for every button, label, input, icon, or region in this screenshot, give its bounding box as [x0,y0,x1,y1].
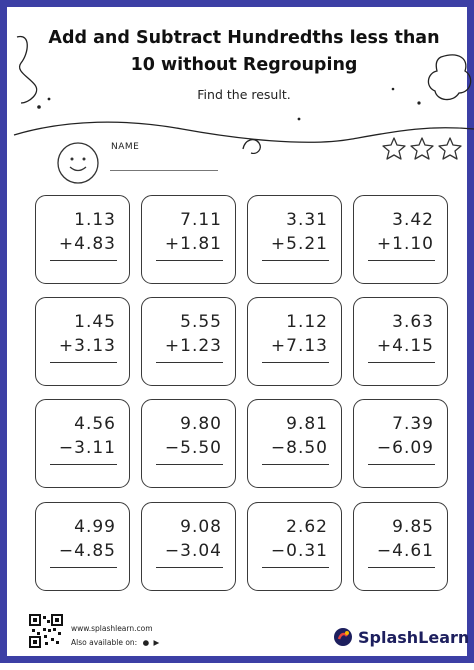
problem-top-number: 3.31 [286,210,328,230]
answer-line[interactable] [368,362,435,363]
problem-top-number: 9.80 [180,414,222,434]
problem-card [141,399,236,488]
problem-top-number: 4.99 [74,517,116,537]
problem-top-number: 9.85 [392,517,434,537]
answer-line[interactable] [50,567,117,568]
problem-card [35,195,130,284]
star-icon [383,138,461,159]
problem-top-number: 7.39 [392,414,434,434]
smiley-face-icon [55,140,101,186]
splashlearn-logo-icon [333,627,353,647]
problem-bottom-number: +5.21 [270,234,328,254]
problem-top-number: 9.81 [286,414,328,434]
problem-top-number: 9.08 [180,517,222,537]
answer-line[interactable] [262,260,329,261]
answer-line[interactable] [156,464,223,465]
problem-top-number: 1.12 [286,312,328,332]
problem-bottom-number: +3.13 [58,336,116,356]
problem-bottom-number: +7.13 [270,336,328,356]
problem-top-number: 1.13 [74,210,116,230]
play-store-icon: ▶ [153,638,160,647]
answer-line[interactable] [156,567,223,568]
answer-line[interactable] [50,260,117,261]
problem-top-number: 2.62 [286,517,328,537]
footer-available [71,638,159,647]
apple-icon: ● [142,638,150,647]
problem-top-number: 7.11 [180,210,222,230]
answer-line[interactable] [156,362,223,363]
answer-line[interactable] [368,464,435,465]
problem-card [353,195,448,284]
instruction-text: Find the result. [197,87,291,102]
footer-url[interactable]: www.splashlearn.com [71,624,153,633]
answer-line[interactable] [156,260,223,261]
name-label: NAME [111,142,140,152]
problem-bottom-number: −4.85 [58,541,116,561]
problem-bottom-number: +1.10 [376,234,434,254]
problem-card [353,399,448,488]
problem-bottom-number: +1.81 [164,234,222,254]
problem-card [141,195,236,284]
problem-top-number: 3.63 [392,312,434,332]
problem-top-number: 3.42 [392,210,434,230]
problem-card [35,502,130,591]
problem-bottom-number: +4.83 [58,234,116,254]
worksheet-title: Add and Subtract Hundredths less than 10 without Regrouping [48,28,440,75]
brand-logo [333,627,469,647]
problem-card [353,297,448,386]
problem-bottom-number: −6.09 [376,438,434,458]
answer-line[interactable] [50,464,117,465]
problem-card [247,195,342,284]
rating-stars [381,135,465,163]
answer-line[interactable] [262,362,329,363]
problem-bottom-number: −0.31 [270,541,328,561]
problem-card [247,297,342,386]
answer-line[interactable] [368,260,435,261]
problem-bottom-number: −8.50 [270,438,328,458]
answer-line[interactable] [368,567,435,568]
problem-bottom-number: +4.15 [376,336,434,356]
problem-card [141,502,236,591]
problem-bottom-number: −3.04 [164,541,222,561]
problem-bottom-number: −4.61 [376,541,434,561]
problem-top-number: 5.55 [180,312,222,332]
problem-top-number: 4.56 [74,414,116,434]
brand-name: SplashLearn [358,627,470,647]
answer-line[interactable] [262,567,329,568]
problem-card [35,297,130,386]
problem-bottom-number: +1.23 [164,336,222,356]
problem-bottom-number: −3.11 [58,438,116,458]
problem-card [247,399,342,488]
problem-card [247,502,342,591]
problem-card [353,502,448,591]
problem-card [35,399,130,488]
name-field-line[interactable] [110,170,218,171]
problem-bottom-number: −5.50 [164,438,222,458]
answer-line[interactable] [262,464,329,465]
answer-line[interactable] [50,362,117,363]
available-label: Also available on: [71,638,138,647]
problem-top-number: 1.45 [74,312,116,332]
qr-code-icon [29,614,63,648]
problem-card [141,297,236,386]
